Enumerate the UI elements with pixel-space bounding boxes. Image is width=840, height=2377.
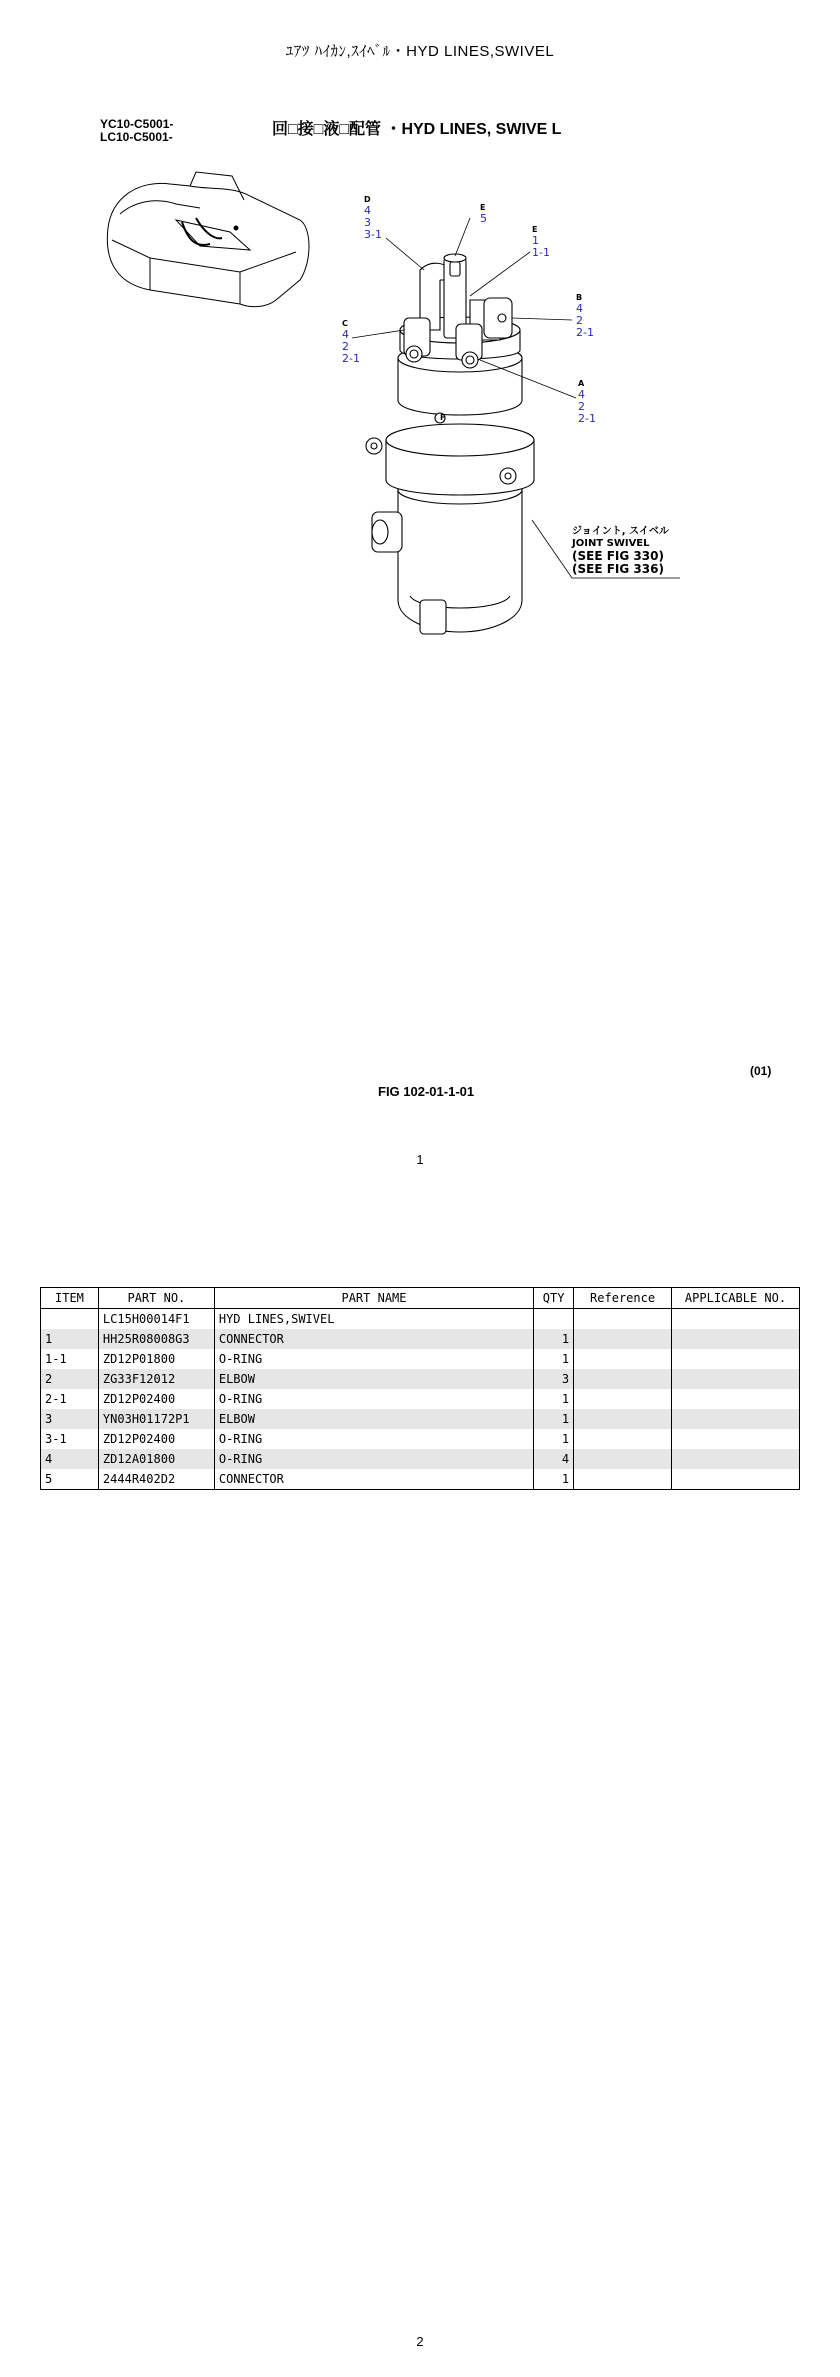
cell-part-name: CONNECTOR xyxy=(214,1469,533,1490)
cell-item: 3-1 xyxy=(41,1429,99,1449)
table-row xyxy=(41,1449,800,1469)
cell-applicable-no xyxy=(672,1389,800,1409)
cell-reference xyxy=(574,1329,672,1349)
cell-applicable-no xyxy=(672,1349,800,1369)
cell-part-no: ZD12P02400 xyxy=(98,1429,214,1449)
col-part-name: PART NAME xyxy=(214,1288,533,1309)
cell-item: 5 xyxy=(41,1469,99,1490)
svg-text:A: A xyxy=(578,379,585,388)
cell-part-no: ZG33F12012 xyxy=(98,1369,214,1389)
serial-yc: YC10-C5001- xyxy=(100,117,174,131)
svg-text:2: 2 xyxy=(578,400,585,413)
cell-part-name: O-RING xyxy=(214,1389,533,1409)
svg-text:E: E xyxy=(532,225,538,234)
cell-part-no: LC15H00014F1 xyxy=(98,1309,214,1330)
cell-qty: 1 xyxy=(534,1349,574,1369)
cell-applicable-no xyxy=(672,1309,800,1330)
svg-text:C: C xyxy=(342,319,348,328)
table-row xyxy=(41,1409,800,1429)
cell-item: 1 xyxy=(41,1329,99,1349)
cell-part-no: ZD12P02400 xyxy=(98,1389,214,1409)
callout-d xyxy=(364,195,382,241)
cell-qty xyxy=(534,1309,574,1330)
cell-part-name: O-RING xyxy=(214,1429,533,1449)
cell-applicable-no xyxy=(672,1449,800,1469)
cell-part-name: ELBOW xyxy=(214,1369,533,1389)
callout-c xyxy=(342,319,360,365)
parts-illustration xyxy=(0,150,840,670)
callout-e xyxy=(532,225,550,259)
col-applicable-no: APPLICABLE NO. xyxy=(672,1288,800,1309)
cell-part-name: O-RING xyxy=(214,1449,533,1469)
svg-text:E: E xyxy=(480,203,486,212)
cell-part-name: O-RING xyxy=(214,1349,533,1369)
svg-text:JOINT SWIVEL: JOINT SWIVEL xyxy=(572,538,650,549)
cell-applicable-no xyxy=(672,1409,800,1429)
page-title: ﾕｱﾂ ﾊｲｶﾝ,ｽｲﾍﾞﾙ・HYD LINES,SWIVEL xyxy=(285,43,555,60)
svg-text:2: 2 xyxy=(576,314,583,327)
cell-item: 2 xyxy=(41,1369,99,1389)
cell-qty: 4 xyxy=(534,1449,574,1469)
svg-text:2-1: 2-1 xyxy=(342,352,360,365)
swivel-joint-drawing xyxy=(366,254,534,634)
cell-qty: 1 xyxy=(534,1429,574,1449)
table-row xyxy=(41,1389,800,1409)
col-part-no: PART NO. xyxy=(98,1288,214,1309)
cell-item: 3 xyxy=(41,1409,99,1429)
col-item: ITEM xyxy=(41,1288,99,1309)
cell-item: 4 xyxy=(41,1449,99,1469)
table-row xyxy=(41,1309,800,1330)
revision-mark: (01) xyxy=(750,1064,772,1078)
table-row xyxy=(41,1429,800,1449)
figure-code: FIG 102-01-1-01 xyxy=(378,1084,475,1099)
svg-text:3: 3 xyxy=(364,216,371,229)
cell-item: 1-1 xyxy=(41,1349,99,1369)
cell-reference xyxy=(574,1409,672,1429)
cell-applicable-no xyxy=(672,1429,800,1449)
svg-text:ジョイント, スイベル: ジョイント, スイベル xyxy=(572,526,669,537)
cell-part-name: ELBOW xyxy=(214,1409,533,1429)
svg-text:4: 4 xyxy=(342,328,349,341)
cell-part-no: 2444R402D2 xyxy=(98,1469,214,1490)
svg-text:2-1: 2-1 xyxy=(578,412,596,425)
cell-qty: 1 xyxy=(534,1409,574,1429)
svg-text:2-1: 2-1 xyxy=(576,326,594,339)
cell-part-no: YN03H01172P1 xyxy=(98,1409,214,1429)
joint-swivel-label xyxy=(571,525,670,576)
col-qty: QTY xyxy=(534,1288,574,1309)
cell-qty: 1 xyxy=(534,1389,574,1409)
cell-reference xyxy=(574,1449,672,1469)
figure-heading: 回□接□液□配管 ・HYD LINES, SWIVE L xyxy=(272,121,562,138)
cell-qty: 3 xyxy=(534,1369,574,1389)
parts-table xyxy=(40,1287,800,1490)
cell-reference xyxy=(574,1429,672,1449)
svg-text:(SEE FIG 336): (SEE FIG 336) xyxy=(572,562,664,576)
callout-f: F xyxy=(440,413,446,422)
serial-range xyxy=(100,118,173,144)
svg-text:4: 4 xyxy=(364,204,371,217)
cell-reference xyxy=(574,1369,672,1389)
table-body xyxy=(41,1309,800,1490)
table-row xyxy=(41,1349,800,1369)
svg-text:B: B xyxy=(576,293,583,302)
cell-qty: 1 xyxy=(534,1469,574,1490)
col-reference: Reference xyxy=(574,1288,672,1309)
cell-applicable-no xyxy=(672,1329,800,1349)
cell-part-name: CONNECTOR xyxy=(214,1329,533,1349)
svg-text:3-1: 3-1 xyxy=(364,228,382,241)
callout-e-top xyxy=(480,203,487,225)
svg-text:4: 4 xyxy=(578,388,585,401)
svg-text:D: D xyxy=(364,195,371,204)
page-index: 1 xyxy=(416,1152,424,1167)
cell-applicable-no xyxy=(672,1469,800,1490)
cell-item: 2-1 xyxy=(41,1389,99,1409)
table-row xyxy=(41,1469,800,1490)
cell-reference xyxy=(574,1469,672,1490)
svg-text:(SEE FIG 330): (SEE FIG 330) xyxy=(572,549,664,563)
cell-part-no: ZD12P01800 xyxy=(98,1349,214,1369)
cell-item xyxy=(41,1309,99,1330)
page-number: 2 xyxy=(416,2334,424,2349)
cell-reference xyxy=(574,1349,672,1369)
serial-lc: LC10-C5001- xyxy=(100,130,173,144)
svg-text:2: 2 xyxy=(342,340,349,353)
svg-text:5: 5 xyxy=(480,212,487,225)
table-row xyxy=(41,1369,800,1389)
cell-applicable-no xyxy=(672,1369,800,1389)
cell-part-no: HH25R08008G3 xyxy=(98,1329,214,1349)
callout-b xyxy=(576,293,594,339)
cell-reference xyxy=(574,1309,672,1330)
svg-text:1-1: 1-1 xyxy=(532,246,550,259)
callout-a xyxy=(578,379,596,425)
table-row xyxy=(41,1329,800,1349)
cell-part-no: ZD12A01800 xyxy=(98,1449,214,1469)
machine-overview xyxy=(107,172,309,307)
svg-text:4: 4 xyxy=(576,302,583,315)
cell-qty: 1 xyxy=(534,1329,574,1349)
cell-part-name: HYD LINES,SWIVEL xyxy=(214,1309,533,1330)
table-header-row xyxy=(41,1288,800,1309)
svg-text:1: 1 xyxy=(532,234,539,247)
cell-reference xyxy=(574,1389,672,1409)
